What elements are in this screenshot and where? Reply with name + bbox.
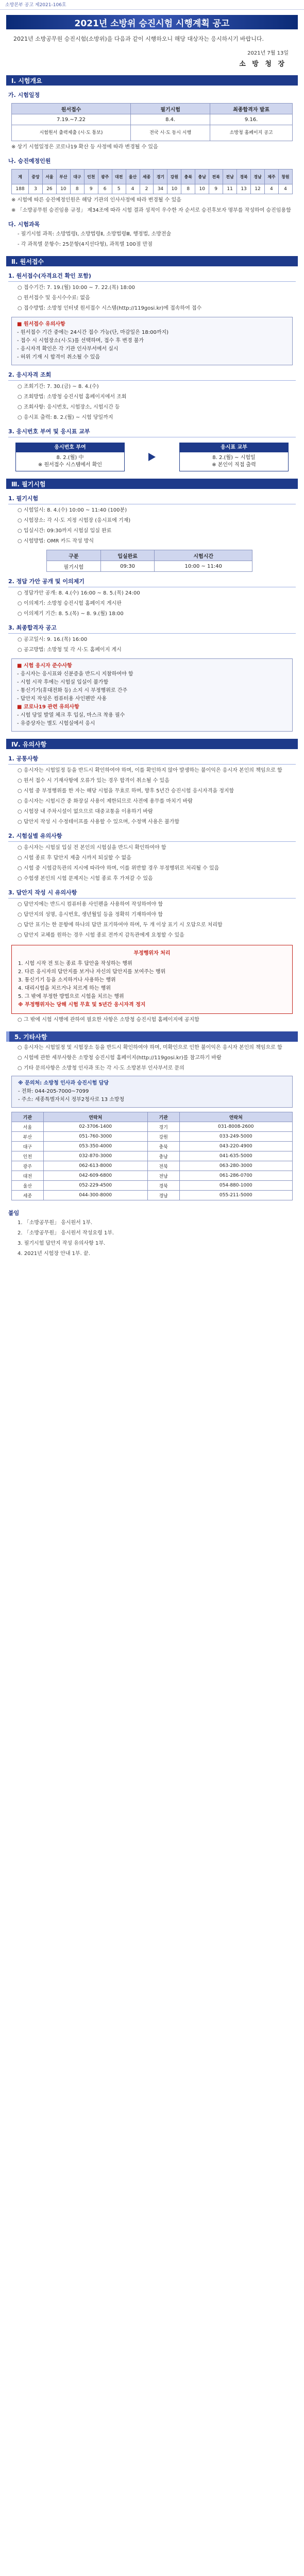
quota-header: 대구 <box>70 170 84 184</box>
flow-step-body: 8. 2.(월) 中 ※ 원서접수 시스템에서 확인 <box>38 455 103 468</box>
rules-line: - 유증상자는 별도 시험실에서 응시 <box>17 721 95 726</box>
contact-cell: 042-609-6800 <box>43 1171 147 1181</box>
flow-step-body: 8. 2.(월) ~ 시험일 ※ 본인이 직접 출력 <box>212 455 256 468</box>
contact-table-header: 기관 <box>12 1112 44 1122</box>
quota-note-1: ※ 시험에 따른 승진예정인원은 해당 기관의 인사사정에 따라 변경될 수 있음 <box>11 197 181 203</box>
quota-cell: 34 <box>154 184 167 194</box>
quota-note-2: ※ 「소방공무원 승진임용 규정」 제34조에 따라 시험 결과 성적이 우수한 자 순서로 승진후보자 명부를 작성하여 승진임용함 <box>11 208 291 213</box>
schedule-note: ※ 상기 시험일정은 코로나19 확산 등 사정에 따라 변경될 수 있음 <box>11 144 158 150</box>
notice-line: - 접수 시 시험장소(시·도)를 선택하며, 접수 후 변경 불가 <box>17 338 144 344</box>
room-item: ○ 응시자는 시험실 입실 전 본인의 시험실을 반드시 확인하여야 함 <box>18 845 166 851</box>
quota-cell: 9 <box>84 184 98 194</box>
flow-step <box>15 443 125 471</box>
quota-table <box>11 169 293 194</box>
contact-cell: 충남 <box>147 1151 179 1161</box>
quota-header: 세종 <box>140 170 154 184</box>
schedule-table <box>11 103 293 141</box>
table-row <box>12 1132 293 1142</box>
rules-box-title: ■ 시험 응시자 준수사항 <box>17 663 72 669</box>
exam-time-cell: 10:00 ~ 11:40 <box>155 561 252 572</box>
contact-cell: 대구 <box>12 1142 44 1151</box>
quota-header: 경기 <box>154 170 167 184</box>
cheating-line: 3. 통신기기 등을 소지하거나 사용하는 행위 <box>18 977 116 983</box>
rules-line: - 응시자는 응시표와 신분증을 반드시 지참하여야 함 <box>17 671 133 677</box>
subjects-text: - 필기시험 과목: 소방법령Ⅰ, 소방법령Ⅱ, 소방법령Ⅲ, 행정법, 소방전술 <box>18 231 172 237</box>
contact-cell: 세종 <box>12 1191 44 1200</box>
flow-step-title: 응시번호 부여 <box>16 443 124 452</box>
application-subtitle: 1. 원서접수(자격요건 확인 포함) <box>8 272 296 282</box>
eligibility-item: ○ 조회기간: 7. 30.(금) ~ 8. 4.(수) <box>18 384 99 389</box>
contact-cell: 061-286-0700 <box>179 1171 292 1181</box>
section-exam-header: Ⅲ. 필기시험 <box>6 479 298 489</box>
schedule-desc: 전국 시·도 동시 시행 <box>131 125 210 141</box>
table-row <box>12 1171 293 1181</box>
announcement-date: 2021년 7월 13일 <box>247 50 289 56</box>
quota-cell: 4 <box>264 184 278 194</box>
section-cautions-header: Ⅳ. 유의사항 <box>6 739 298 749</box>
common-item: ○ 답안지 작성 시 수정테이프를 사용할 수 있으며, 수정액 사용은 불가함 <box>18 819 180 825</box>
room-subtitle: 2. 시험실별 유의사항 <box>8 832 296 842</box>
misc-item: ○ 시험에 관한 세부사항은 소방청 승진시험 홈페이지(http://119gosi.kr)를 참고하기 바람 <box>18 1055 222 1061</box>
common-item: ○ 응시자는 시험일정 등을 반드시 확인하여야 하며, 이를 확인하지 않아 발생하는 불이익은 응시자 본인의 책임으로 함 <box>18 768 282 773</box>
exam-item: ○ 시험장소: 각 시·도 지정 시험장 (응시표에 기재) <box>18 518 131 523</box>
page-title: 2021년 소방위 승진시험 시행계획 공고 <box>6 15 298 29</box>
arrow-right-icon <box>148 453 156 461</box>
application-item: ○ 접수방법: 소방청 인터넷 원서접수 시스템(http://119gosi.kr)에 접속하여 접수 <box>18 306 202 311</box>
quota-cell: 8 <box>70 184 84 194</box>
quota-cell: 2 <box>140 184 154 194</box>
contact-line: - 전화: 044-205-7000~7099 <box>18 1089 89 1094</box>
table-row <box>12 1142 293 1151</box>
quota-cell: 10 <box>195 184 209 194</box>
contact-cell: 055-211-5000 <box>179 1191 292 1200</box>
quota-subtitle: 나. 승진예정인원 <box>8 158 51 164</box>
table-row <box>12 1122 293 1132</box>
schedule-date: 8.4. <box>131 114 210 125</box>
contact-cell: 광주 <box>12 1161 44 1171</box>
contact-cell: 054-880-1000 <box>179 1181 292 1191</box>
quota-cell: 10 <box>56 184 70 194</box>
notice-box-title: ■ 원서접수 유의사항 <box>17 321 65 327</box>
contact-cell: 울산 <box>12 1181 44 1191</box>
schedule-date: 9.16. <box>210 114 293 125</box>
exam-time-cell: 필기시험 <box>47 561 101 572</box>
common-item: ○ 시험장 내 주차시설이 없으므로 대중교통을 이용하기 바람 <box>18 809 153 815</box>
cheating-notice-title: 부정행위자 처리 <box>133 951 171 956</box>
exam-time-cell: 09:30 <box>100 561 155 572</box>
quota-cell: 4 <box>126 184 140 194</box>
table-row <box>12 1161 293 1171</box>
exam-rules-box <box>11 658 293 732</box>
result-item: ○ 공고방법: 소방청 및 각 시·도 홈페이지 게시 <box>18 647 122 653</box>
rules-line: - 답안지 작성은 컴퓨터용 사인펜만 사용 <box>17 696 107 702</box>
contact-cell: 경기 <box>147 1122 179 1132</box>
cheating-penalty: ※ 부정행위자는 당해 시험 무효 및 5년간 응시자격 정지 <box>18 1002 146 1008</box>
attachment-item: 2. 「소방공무원」 응시원서 작성요령 1부. <box>18 1230 114 1236</box>
contact-cell: 031-8008-2600 <box>179 1122 292 1132</box>
notice-line: - 응시자격 확인은 각 기관 인사부서에서 실시 <box>17 346 119 352</box>
contact-cell: 052-229-4500 <box>43 1181 147 1191</box>
section-application-header: Ⅱ. 원서접수 <box>6 256 298 266</box>
contact-cell: 053-350-4000 <box>43 1142 147 1151</box>
exam-subtitle: 1. 필기시험 <box>8 494 296 504</box>
flow-step-title: 응시표 교부 <box>180 443 288 452</box>
exam-item: ○ 시험방법: OMR 카드 작성 방식 <box>18 538 94 544</box>
quota-header: 서울 <box>42 170 56 184</box>
common-subtitle: 1. 공통사항 <box>8 754 296 765</box>
common-item: ○ 응시자는 시험시간 중 화장실 사용이 제한되므로 사전에 용무를 마치기 바람 <box>18 799 193 804</box>
attachments-title: 붙임 <box>8 1210 20 1216</box>
quota-header: 부산 <box>56 170 70 184</box>
application-item: ○ 접수기간: 7. 19.(월) 10:00 ~ 7. 22.(목) 18:00 <box>18 285 135 291</box>
table-row <box>12 1181 293 1191</box>
answer-key-item: ○ 이의제기: 소방청 승진시험 홈페이지 게시판 <box>18 601 122 606</box>
after-note: ○ 그 밖에 시험 시행에 관하여 필요한 사항은 소방청 승진시험 홈페이지에 공지함 <box>18 1017 199 1023</box>
quota-header: 대전 <box>112 170 126 184</box>
flow-step <box>179 443 289 471</box>
schedule-desc: 소방청 홈페이지 공고 <box>210 125 293 141</box>
quota-header: 인천 <box>84 170 98 184</box>
contact-box <box>11 1076 293 1108</box>
quota-header: 전북 <box>209 170 223 184</box>
attachment-item: 4. 2021년 시험장 안내 1부. 끝. <box>18 1251 90 1257</box>
schedule-header: 최종합격자 발표 <box>210 104 293 114</box>
contact-cell: 033-249-5000 <box>179 1132 292 1142</box>
exam-time-header: 구분 <box>47 550 101 561</box>
eligibility-item: ○ 응시표 출력: 8. 2.(월) ~ 시험 당일까지 <box>18 415 113 420</box>
contact-table-header: 기관 <box>147 1112 179 1122</box>
quota-cell: 188 <box>12 184 29 194</box>
contact-cell: 서울 <box>12 1122 44 1132</box>
exam-item: ○ 시험일시: 8. 4.(수) 10:00 ~ 11:40 (100분) <box>18 507 127 513</box>
quota-cell: 12 <box>251 184 265 194</box>
room-item: ○ 수험생 본인의 시험 문제지는 시험 종료 후 가져갈 수 있음 <box>18 876 153 882</box>
quota-header: 충북 <box>181 170 195 184</box>
notice-line: - 원서접수 기간 중에는 24시간 접수 가능(단, 마감일은 18:00까지) <box>17 330 169 335</box>
contact-cell: 부산 <box>12 1132 44 1142</box>
quota-cell: 4 <box>278 184 292 194</box>
subjects-subtitle: 다. 시험과목 <box>8 221 40 228</box>
answer-key-subtitle: 2. 정답 가안 공개 및 이의제기 <box>8 577 296 587</box>
quota-header: 중앙 <box>29 170 43 184</box>
quota-cell: 26 <box>42 184 56 194</box>
rules-line: - 통신기기(휴대전화 등) 소지 시 부정행위로 간주 <box>17 688 128 693</box>
quota-header: 경북 <box>237 170 251 184</box>
schedule-desc: 시험원서 출력제출 (시·도 통보) <box>12 125 131 141</box>
exam-time-header: 입실완료 <box>100 550 155 561</box>
contact-table-header: 연락처 <box>43 1112 147 1122</box>
exam-item: ○ 입실시간: 09:30까지 시험실 입실 완료 <box>18 528 112 534</box>
contact-cell: 전남 <box>147 1171 179 1181</box>
rules-line: - 시험 시작 후에는 시험실 입실이 불가함 <box>17 680 109 685</box>
section-overview-header: Ⅰ. 시험개요 <box>6 75 298 86</box>
answer-sheet-item: ○ 답안지에는 반드시 컴퓨터용 사인펜을 사용하여 작성하여야 함 <box>18 902 163 907</box>
quota-cell: 8 <box>181 184 195 194</box>
quota-header: 충남 <box>195 170 209 184</box>
contact-cell: 경북 <box>147 1181 179 1191</box>
room-item: ○ 시험 중 시험감독관의 지시에 따라야 하며, 이를 위반할 경우 부정행위로 처리될 수 있음 <box>18 866 219 871</box>
answer-sheet-item: ○ 답안 표기는 한 문항에 하나의 답만 표기하여야 하며, 두 개 이상 표기 시 오답으로 처리함 <box>18 922 223 928</box>
contact-cell: 063-280-3000 <box>179 1161 292 1171</box>
quota-cell: 5 <box>112 184 126 194</box>
result-subtitle: 3. 최종합격자 공고 <box>8 623 296 634</box>
answer-sheet-subtitle: 3. 답안지 작성 시 유의사항 <box>8 888 296 899</box>
misc-item: ○ 응시자는 시험일정 및 시험장소 등을 반드시 확인하여야 하며, 미확인으로 인한 불이익은 응시자 본인의 책임으로 함 <box>18 1045 282 1050</box>
admission-subtitle: 3. 응시번호 부여 및 응시표 교부 <box>8 427 296 437</box>
eligibility-item: ○ 조회사항: 응시번호, 시험장소, 시험시간 등 <box>18 404 120 410</box>
exam-time-table <box>46 550 252 572</box>
attachment-item: 3. 필기시험 답안지 작성 유의사항 1부. <box>18 1241 106 1246</box>
schedule-date: 7.19.~7.22 <box>12 114 131 125</box>
document-number: 소방본부 공고 제2021-106호 <box>0 0 304 10</box>
common-item: ○ 원서 접수 시 기재사항에 오류가 있는 경우 합격이 취소될 수 있음 <box>18 778 170 784</box>
intro-text: 2021년 소방공무원 승진시험(소방위)을 다음과 같이 시행하오니 해당 대상자는 응시하시기 바랍니다. <box>13 36 264 42</box>
result-item: ○ 공고일시: 9. 16.(목) 16:00 <box>18 637 88 642</box>
cheating-line: 5. 그 밖에 부정한 방법으로 시험을 치르는 행위 <box>18 994 124 999</box>
quota-cell: 6 <box>98 184 112 194</box>
section-misc-header: 5. 기타사항 <box>6 1031 298 1042</box>
quota-header: 광주 <box>98 170 112 184</box>
schedule-header: 원서접수 <box>12 104 131 114</box>
contact-title: ※ 문의처: 소방청 인사과 승진시험 담당 <box>18 1080 109 1086</box>
contact-line: - 주소: 세종특별자치시 정부2청사로 13 소방청 <box>18 1097 125 1103</box>
rules-box-subtitle: ■ 코로나19 관련 유의사항 <box>17 704 79 710</box>
quota-header: 울산 <box>126 170 140 184</box>
table-row <box>12 1191 293 1200</box>
exam-time-header: 시험시간 <box>155 550 252 561</box>
contact-cell: 062-613-8000 <box>43 1161 147 1171</box>
contact-cell: 전북 <box>147 1161 179 1171</box>
misc-item: ○ 기타 문의사항은 소방청 인사과 또는 각 시·도 소방본부 인사부서로 문의 <box>18 1065 184 1071</box>
eligibility-subtitle: 2. 응시자격 조회 <box>8 370 296 381</box>
contact-cell: 051-760-3000 <box>43 1132 147 1142</box>
contact-cell: 043-220-4900 <box>179 1142 292 1151</box>
admission-flow <box>15 443 289 471</box>
quota-header: 경남 <box>251 170 265 184</box>
answer-key-item: ○ 이의제기 기간: 8. 5.(목) ~ 8. 9.(월) 18:00 <box>18 611 124 617</box>
quota-cell: 13 <box>237 184 251 194</box>
schedule-subtitle: 가. 시험일정 <box>8 92 40 98</box>
quota-cell: 11 <box>223 184 237 194</box>
attachment-item: 1. 「소방공무원」 응시원서 1부. <box>18 1220 93 1226</box>
quota-header: 전남 <box>223 170 237 184</box>
contact-table <box>11 1112 293 1200</box>
contact-cell: 032-870-3000 <box>43 1151 147 1161</box>
room-item: ○ 시험 종료 후 답안지 제출 시까지 퇴실할 수 없음 <box>18 855 131 861</box>
quota-header: 창원 <box>278 170 292 184</box>
contact-table-header: 연락처 <box>179 1112 292 1122</box>
answer-sheet-item: ○ 답안지 교체를 원하는 경우 시험 종료 전까지 감독관에게 요청할 수 있음 <box>18 933 184 938</box>
contact-cell: 02-3706-1400 <box>43 1122 147 1132</box>
quota-header: 제주 <box>264 170 278 184</box>
quota-header: 계 <box>12 170 29 184</box>
contact-cell: 인천 <box>12 1151 44 1161</box>
quota-cell: 3 <box>29 184 43 194</box>
contact-cell: 강원 <box>147 1132 179 1142</box>
contact-cell: 경남 <box>147 1191 179 1200</box>
cheating-notice-box <box>11 945 293 1014</box>
signer: 소 방 청 장 <box>239 60 286 68</box>
subjects-count: - 각 과목별 문항수: 25문항(4지선다형), 과목별 100점 만점 <box>18 242 153 247</box>
cheating-line: 2. 다른 응시자의 답안지를 보거나 자신의 답안지를 보여주는 행위 <box>18 969 166 975</box>
application-notice-box <box>11 317 293 365</box>
answer-sheet-item: ○ 답안지의 성명, 응시번호, 생년월일 등을 정확히 기재하여야 함 <box>18 912 163 918</box>
rules-line: - 시험 당일 발열 체크 후 입실, 마스크 착용 필수 <box>17 713 125 718</box>
quota-cell: 10 <box>167 184 181 194</box>
contact-cell: 041-635-5000 <box>179 1151 292 1161</box>
quota-cell: 9 <box>209 184 223 194</box>
schedule-header: 필기시험 <box>131 104 210 114</box>
contact-cell: 044-300-8000 <box>43 1191 147 1200</box>
eligibility-item: ○ 조회방법: 소방청 승진시험 홈페이지에서 조회 <box>18 394 127 400</box>
table-row <box>12 1151 293 1161</box>
contact-cell: 대전 <box>12 1171 44 1181</box>
application-item: ○ 원서접수 및 응시수수료: 없음 <box>18 295 90 301</box>
common-item: ○ 시험 중 부정행위를 한 자는 해당 시험을 무효로 하며, 향후 5년간 승진시험 응시자격을 정지함 <box>18 788 234 794</box>
cheating-line: 1. 시험 시작 전 또는 종료 후 답안을 작성하는 행위 <box>18 961 132 967</box>
cheating-line: 4. 대리시험을 치르거나 치르게 하는 행위 <box>18 986 111 991</box>
notice-line: - 허위 기재 시 합격이 취소될 수 있음 <box>17 354 100 360</box>
quota-header: 강원 <box>167 170 181 184</box>
answer-key-item: ○ 정답가안 공개: 8. 4.(수) 16:00 ~ 8. 5.(목) 24:00 <box>18 590 140 596</box>
contact-cell: 충북 <box>147 1142 179 1151</box>
